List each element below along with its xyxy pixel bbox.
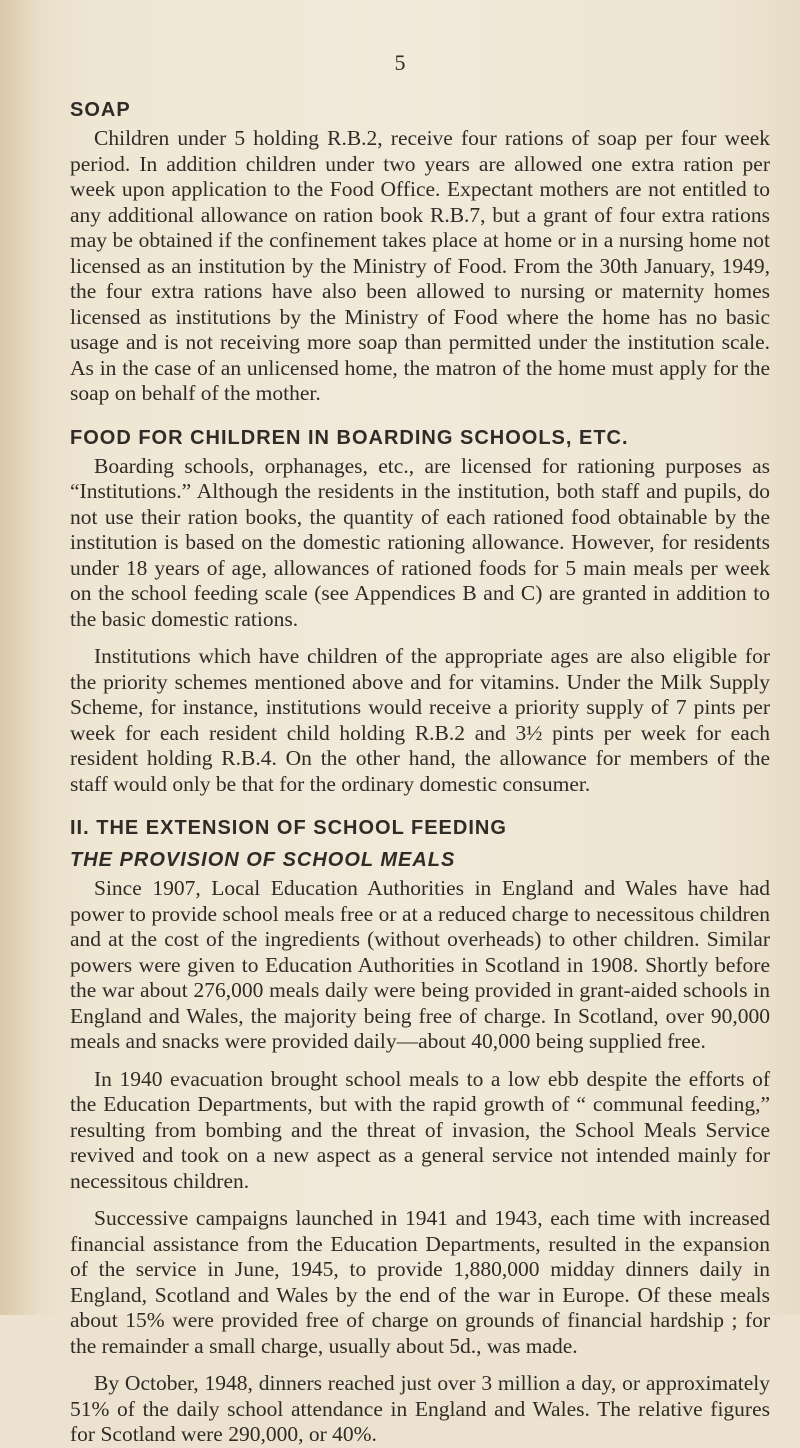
boarding-paragraph-1: Boarding schools, orphanages, etc., are licensed for rationing purposes as “Institutions.” Although the residents in the institution, both staff and pupils, do not use their ration books, the quantity of each rationed food obtainable by the institution is based on the domestic rationing allowance. However, for residents under 18 years of age, allowances of rationed foods for 5 main meals per week on the school feeding scale (see Appendices B and C) are granted in addition to the basic domestic rations. bbox=[70, 453, 770, 631]
extension-paragraph-3: Successive campaigns launched in 1941 and 1943, each time with increased financial assistance from the Education Departments, resulted in the expansion of the service in June, 1945, to provide 1,880,000 midday dinners daily in England, Scotland and Wales by the end of the war in Europe. Of these meals about 15% were provided free of charge on grounds of financial hardship ; for the remainder a small charge, usually about 5d., was made. bbox=[70, 1206, 770, 1358]
page-number: 5 bbox=[394, 50, 406, 75]
extension-paragraph-1: Since 1907, Local Education Authorities in England and Wales have had power to provide school meals free or at a reduced charge to necessitous children and at the cost of the ingredients (without overheads) to other children. Similar powers were given to Education Authorities in Scotland in 1908. Shortly before the war about 276,000 meals daily were being provided in grant-aided schools in England and Wales, the majority being free of charge. In Scotland, over 90,000 meals and snacks were provided daily—about 40,000 being supplied free. bbox=[70, 876, 770, 1053]
extension-paragraph-4: By October, 1948, dinners reached just over 3 million a day, or approximately 51% of the daily school attendance in England and Wales. The relative figures for Scotland were 290,000, or 40%. bbox=[70, 1371, 770, 1446]
extension-paragraph-2: In 1940 evacuation brought school meals to a low ebb despite the efforts of the Education Departments, but with the rapid growth of “ communal feeding,” resulting from bombing and the threat of invasion, the School Meals Service revived and took on a new aspect as a general service not intended mainly for necessitous children. bbox=[70, 1066, 770, 1193]
section-heading-extension: II. THE EXTENSION OF SCHOOL FEEDING bbox=[70, 817, 507, 839]
soap-paragraph: Children under 5 holding R.B.2, receive four rations of soap per four week period. In addition children under two years are allowed one extra ration per week upon application to the Food Office. Expectant mothers are not entitled to any additional allowance on ration book R.B.7, but a grant of four extra rations may be obtained if the confinement takes place at home or in a nursing home not licensed as an institution by the Ministry of Food. From the 30th January, 1949, the four extra rations have also been allowed to nursing or maternity homes licensed as institutions by the Ministry of Food where the home has no basic usage and is not receiving more soap than permitted under the institution scale. As in the case of an unlicensed home, the matron of the home must apply for the soap on behalf of the mother. bbox=[70, 126, 770, 405]
section-heading-boarding: FOOD FOR CHILDREN IN BOARDING SCHOOLS, ETC. bbox=[70, 426, 629, 449]
subheading-school-meals: THE PROVISION OF SCHOOL MEALS bbox=[70, 849, 456, 871]
section-heading-soap: SOAP bbox=[70, 99, 131, 121]
page-edge-shadow bbox=[0, 0, 40, 1315]
boarding-paragraph-2: Institutions which have children of the appropriate ages are also eligible for the priority schemes mentioned above and for vitamins. Under the Milk Supply Scheme, for instance, institutions would receive a priority supply of 7 pints per week for each resident child holding R.B.2 and 3½ pints per week for each resident holding R.B.4. On the other hand, the allowance for members of the staff would only be that for the ordinary domestic consumer. bbox=[70, 644, 770, 796]
document-body bbox=[70, 56, 770, 1448]
